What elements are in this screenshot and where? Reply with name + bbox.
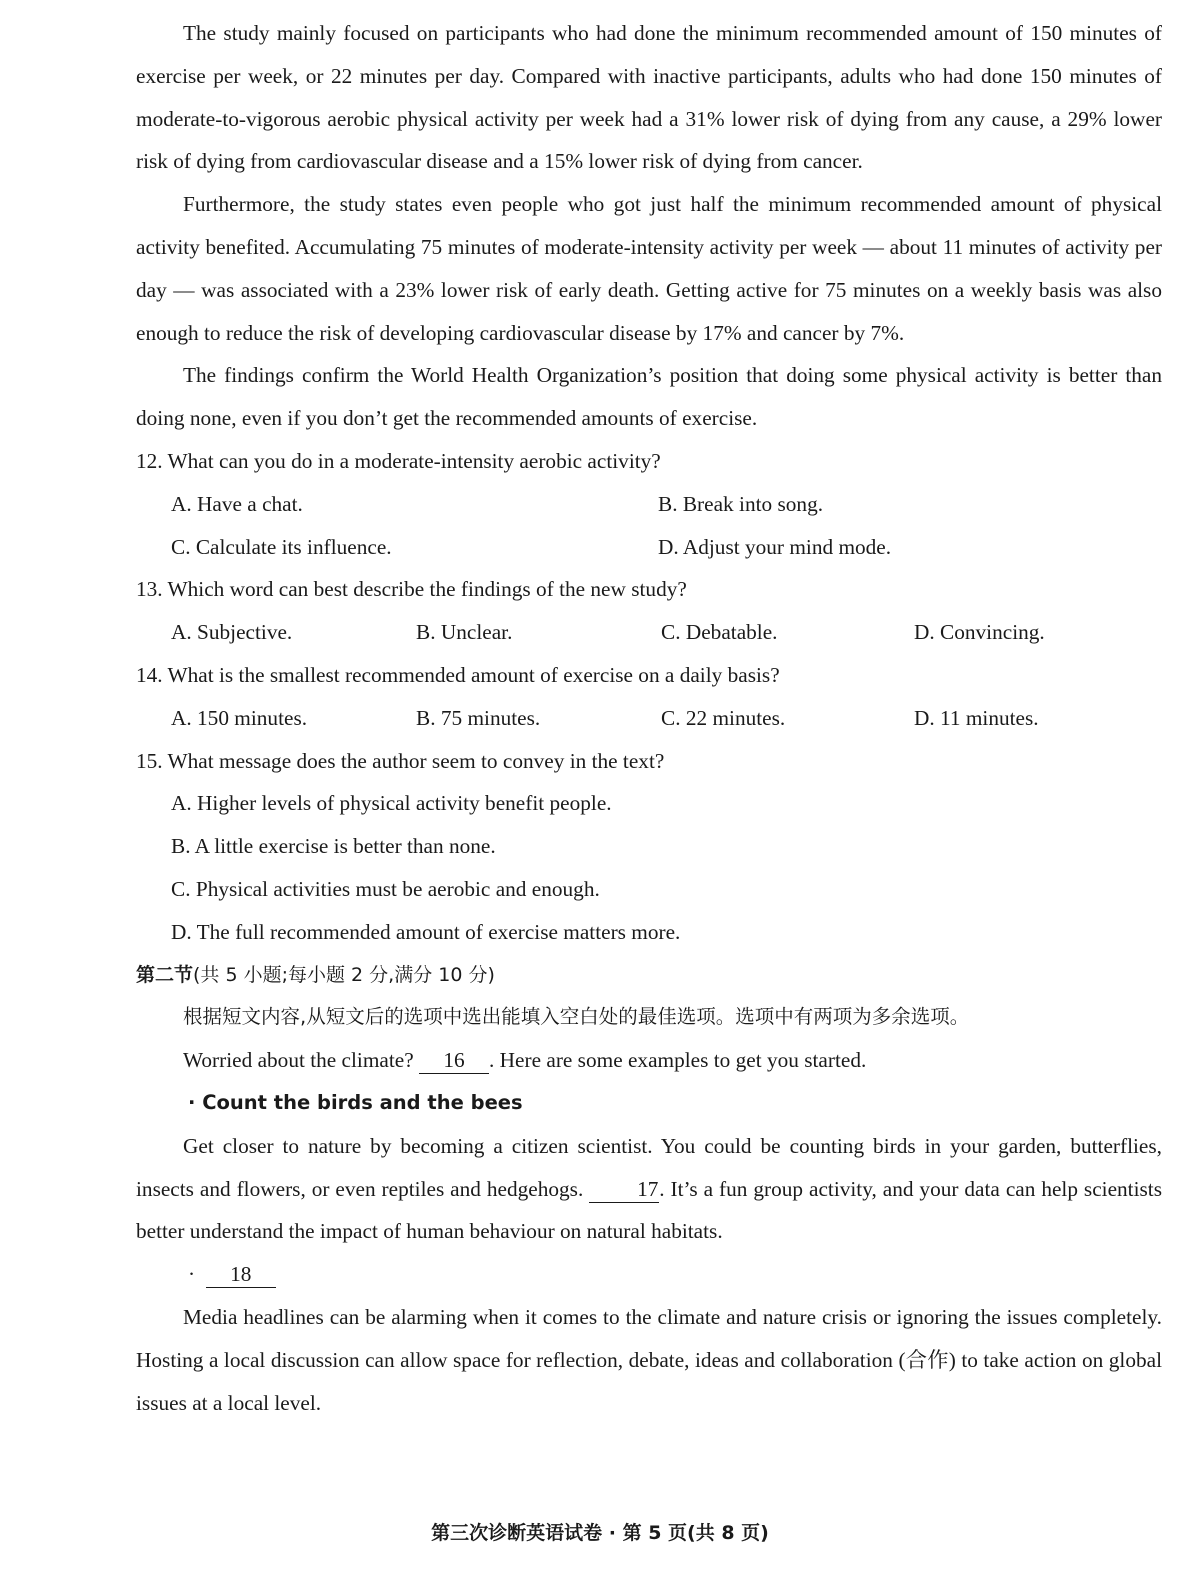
bullet-dot: · <box>188 1262 196 1287</box>
cloze-paragraph-1 <box>136 1125 1162 1253</box>
option-c[interactable]: C. Physical activities must be aerobic and enough. <box>171 876 600 901</box>
option-b[interactable]: B. Break into song. <box>658 491 824 516</box>
bullet-heading-18 <box>136 1253 1162 1296</box>
option-a[interactable]: A. Higher levels of physical activity benefit people. <box>171 791 612 816</box>
passage-paragraph-2: Furthermore, the study states even people who got just half the minimum recommended amount of physical activity benefited. Accumulating 75 minutes of moderate-intensity activity per week — about 11 minutes of activity per day — was associated with a 23% lower risk of early death. Getting active for 75 minutes on a weekly basis was also enough to reduce the risk of developing cardiovascular disease by 17% and cancer by 7%. <box>136 192 1162 345</box>
blank-16[interactable]: 16 <box>419 1047 489 1074</box>
option-d[interactable]: D. The full recommended amount of exercise matters more. <box>171 919 681 944</box>
exam-page <box>136 12 1162 1424</box>
section-2-instruction: 根据短文内容,从短文后的选项中选出能填入空白处的最佳选项。选项中有两项为多余选项。 <box>183 1005 970 1029</box>
question-15-stem: 15. What message does the author seem to convey in the text? <box>136 748 665 773</box>
question-13-options <box>136 611 1162 654</box>
section-2-note: (共 5 小题;每小题 2 分,满分 10 分) <box>193 963 495 986</box>
cloze-intro-text-after: . Here are some examples to get you started. <box>489 1048 867 1073</box>
option-b[interactable]: B. 75 minutes. <box>416 705 541 730</box>
option-d[interactable]: D. Adjust your mind mode. <box>658 534 892 559</box>
cloze-paragraph-1-text: Get closer to nature by becoming a citizen scientist. You could be counting birds in your garden, butterflies, insects and flowers, or even reptiles and hedgehogs. <box>136 1133 1162 1201</box>
question-12-stem: 12. What can you do in a moderate-intensity aerobic activity? <box>136 448 661 473</box>
option-b[interactable]: B. A little exercise is better than none. <box>171 834 496 859</box>
option-b[interactable]: B. Unclear. <box>416 620 513 645</box>
question-14-options <box>136 697 1162 740</box>
option-c[interactable]: C. Debatable. <box>661 620 778 645</box>
cloze-intro <box>136 1039 1162 1082</box>
option-c[interactable]: C. Calculate its influence. <box>171 534 392 559</box>
blank-18[interactable]: 18 <box>206 1261 276 1288</box>
option-a[interactable]: A. Have a chat. <box>171 491 303 516</box>
option-a[interactable]: A. 150 minutes. <box>171 705 308 730</box>
option-c[interactable]: C. 22 minutes. <box>661 705 786 730</box>
question-13-stem: 13. Which word can best describe the findings of the new study? <box>136 577 687 602</box>
question-12-options-2 <box>136 526 1162 569</box>
question-14-stem: 14. What is the smallest recommended amount of exercise on a daily basis? <box>136 662 780 687</box>
cloze-intro-text: Worried about the climate? <box>183 1048 414 1073</box>
page-footer: 第三次诊断英语试卷 · 第 5 页(共 8 页) <box>431 1522 769 1544</box>
option-d[interactable]: D. 11 minutes. <box>914 705 1039 730</box>
option-d[interactable]: D. Convincing. <box>914 620 1045 645</box>
section-2-heading <box>136 954 1162 997</box>
question-12-options <box>136 483 1162 526</box>
option-a[interactable]: A. Subjective. <box>171 620 293 645</box>
bullet-heading-count-birds: · Count the birds and the bees <box>188 1090 523 1114</box>
cloze-paragraph-1-text-after: . It’s a fun group activity, and your data can help scientists better understand the impact of human behaviour on natural habitats. <box>136 1176 1163 1244</box>
cloze-paragraph-2: Media headlines can be alarming when it comes to the climate and nature crisis or ignoring the issues completely. Hosting a local discussion can allow space for reflection, debate, ideas and collaboration (合作) to take action on global issues at a local level. <box>136 1304 1162 1415</box>
passage-paragraph-3: The findings confirm the World Health Organization’s position that doing some physical activity is better than doing none, even if you don’t get the recommended amounts of exercise. <box>136 363 1162 431</box>
section-2-title: 第二节 <box>136 963 194 986</box>
blank-17[interactable]: 17 <box>589 1176 659 1203</box>
passage-paragraph-1: The study mainly focused on participants who had done the minimum recommended amount of 150 minutes of exercise per week, or 22 minutes per day. Compared with inactive participants, adults who had done 150 minutes of moderate-to-vigorous aerobic physical activity per week had a 31% lower risk of dying from any cause, a 29% lower risk of dying from cardiovascular disease and a 15% lower risk of dying from cancer. <box>136 21 1162 174</box>
